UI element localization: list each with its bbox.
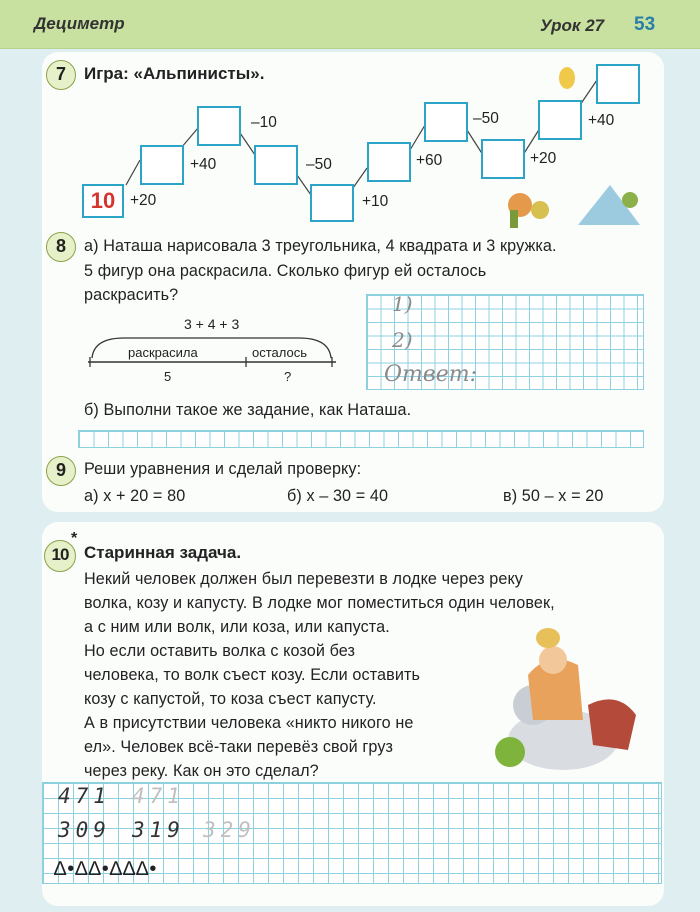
header-lesson: Урок 27 (540, 16, 605, 35)
story-line: ел». Человек всё-таки перевёз свой груз (84, 738, 394, 756)
answer-box[interactable] (140, 145, 184, 185)
bush-icon (622, 192, 638, 208)
task8-text-line: 5 фигур она раскрасила. Сколько фигур ей осталось (84, 262, 487, 280)
task10-star: * (71, 530, 78, 547)
boat-icon (588, 699, 636, 750)
page-number: 53 (634, 14, 656, 35)
grid-line-1: 1) (392, 292, 413, 316)
story-line: козу с капустой, то коза съест капусту. (84, 690, 377, 708)
task9-text: Реши уравнения и сделай проверку: (84, 460, 362, 478)
task8-number: 8 (46, 232, 76, 262)
climber-icon (531, 201, 549, 219)
arrow (353, 168, 367, 188)
answer-strip[interactable] (78, 430, 644, 448)
answer-box[interactable] (538, 100, 582, 140)
arrow (297, 175, 311, 195)
story-line: волка, козу и капусту. В лодке мог поместиться один человек, (84, 594, 555, 612)
scheme-total: 3 + 4 + 3 (184, 316, 240, 332)
start-box (82, 184, 124, 218)
scheme-right-label: осталось (252, 345, 308, 360)
wolf-goat-cabbage-illustration (488, 620, 642, 780)
cabbage-icon (495, 737, 525, 767)
task8-text-line: а) Наташа нарисовала 3 треугольника, 4 квадрата и 3 кружка. (84, 237, 557, 255)
scheme-left-value: 5 (164, 369, 172, 384)
grid-answer-label: Ответ: (384, 362, 477, 387)
op-6: +60 (416, 152, 443, 169)
task10-title: Старинная задача. (84, 543, 242, 562)
task7-number: 7 (46, 60, 76, 90)
story-line: А в присутствии человека «никто никого не (84, 714, 414, 732)
story-line: а с ним или волк, или коза, или капуста. (84, 618, 390, 636)
header-topic: Дециметр (34, 14, 125, 33)
task8-text-line: раскрасить? (84, 286, 179, 304)
arrow (126, 160, 140, 185)
answer-box[interactable] (596, 64, 640, 104)
story-line: через реку. Как он это сделал? (84, 762, 319, 780)
writing-sample: 319 (132, 818, 185, 842)
goat-icon (536, 628, 560, 648)
equation-c: в) 50 – х = 20 (503, 487, 604, 505)
op-8: +20 (530, 150, 557, 167)
task7-title: Игра: «Альпинисты». (84, 64, 265, 83)
task10-number: 10 (44, 540, 76, 572)
equation-b: б) х – 30 = 40 (287, 487, 389, 505)
arrow (580, 80, 597, 105)
op-2: +40 (190, 156, 217, 173)
op-9: +40 (588, 112, 615, 129)
task8-text-b: б) Выполни такое же задание, как Наташа. (84, 401, 412, 419)
answer-box[interactable] (367, 142, 411, 182)
arrow (410, 125, 425, 150)
writing-trace: 471 (132, 784, 185, 808)
story-line: Некий человек должен был перевезти в лодке через реку (84, 570, 524, 588)
writing-sample: 309 (58, 818, 111, 842)
op-1: +20 (130, 192, 157, 209)
grid-line-2: 2) (392, 328, 413, 352)
answer-box[interactable] (254, 145, 298, 185)
scheme-right-value: ? (284, 369, 292, 384)
answer-box[interactable] (481, 139, 525, 179)
shape-pattern: ∆•∆∆•∆∆∆• (54, 858, 158, 880)
story-line: Но если оставить волка с козой без (84, 642, 356, 660)
op-7: –50 (473, 110, 499, 127)
answer-box[interactable] (424, 102, 468, 142)
person-head-icon (539, 646, 567, 674)
op-4: –50 (306, 156, 332, 173)
start-value: 10 (90, 188, 116, 213)
tree-icon (559, 67, 575, 89)
op-5: +10 (362, 193, 389, 210)
answer-box[interactable] (197, 106, 241, 146)
answer-box[interactable] (310, 184, 354, 222)
equation-a: а) х + 20 = 80 (84, 487, 186, 505)
bush-icon (510, 210, 518, 228)
writing-trace: 329 (203, 818, 256, 842)
writing-sample: 471 (58, 784, 111, 808)
story-line: человека, то волк съест козу. Если оставить (84, 666, 421, 684)
scheme-left-label: раскрасила (128, 345, 198, 360)
task9-number: 9 (46, 456, 76, 486)
op-3: –10 (251, 114, 277, 131)
